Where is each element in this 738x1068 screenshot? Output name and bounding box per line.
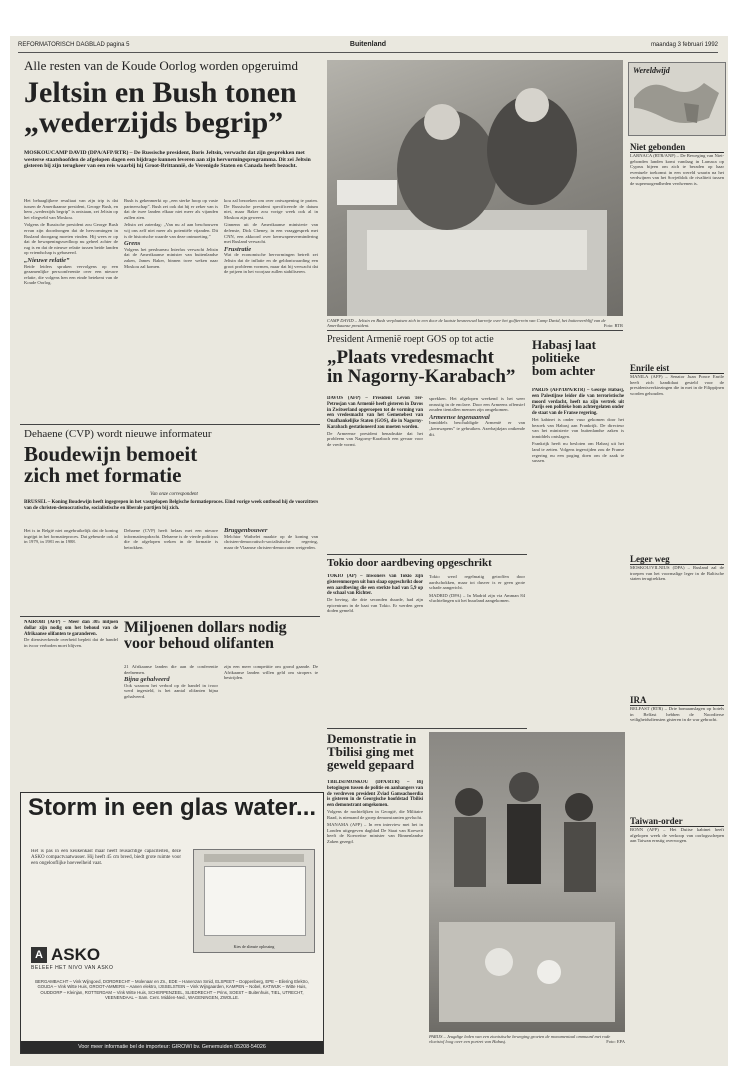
side-title-3: Leger weg [630,554,724,565]
jeltsin-lead: MOSKOU/CAMP DAVID (DPA/AFP/RTR) – De Russische president, Boris Jeltsin, verwacht dat zijn gesprekken met westerse staatshoofden de afgelopen dagen een bijdrage kunnen leveren aan zijn hervormingsprogramma. Dit zei Jeltsin gisteren bij zijn terugkeer van een reis waarbij hij Groot-Brittannië, de Verenigde Staten en Canada heeft bezocht. [24,150,311,170]
parijs-photo [429,732,625,1032]
dehaene-subhead: Bruggenbouwer [224,528,268,534]
side-body-1: LARNACA (RTR/ANP) – De Beweging van Niet-gebonden landen komt vandaag in Larnaca op Cyprus bijeen om zich te beraden op haar eventuele toekomst in een wereld waarin na het verdwijnen van het Sovjetblok de rivaliteit tussen de supermogendheden verdwenen is. [630,153,724,186]
armenie-headline [327,348,527,386]
armenie-lead: DAVOS (AFP) – President Levon Ter-Petrosjan van Armenië heeft gisteren in Davos in Zwitserland opgeroepen tot de vorming van een vredesmacht van het Gemenebest van Onafhankelijke Staten (GOS), die in Nagorny-Karabach gestationeerd zou moeten worden. [327,396,423,430]
camp-david-caption-text: CAMP DAVID – Jeltsin en Bush verplaatsen zich in een door de laatste besneeuwd karretje over het golfterrein van Camp David, het buitenverblijf van de Amerikaanse president. [327,318,606,329]
rule-armenie [327,330,623,331]
dehaene-headline-line2: zich met formatie [24,463,182,487]
side-title-5: Taiwan-order [630,816,724,827]
nairobi-column-2: 21 Afrikaanse landen die aan de conferentie deelnemen. Bijna gehalveerd Ook waarom het verbod op de handel in ivoor werd ingesteld, is het aantal olifanten bijna gehalveerd. [124,664,218,699]
ad-card-text: Kies de slimste oplossing [233,944,275,949]
news-sidebar [630,142,724,947]
jeltsin-subhead-2: Grens [124,240,141,248]
tbilisi-column: TBILISI/MOSKOU (DPA/RTR) – Bij betogingen tussen de politie en aanhangers van de verdreven president Zviad Gamsachoerdia is gisteren in de Georgische hoofdstad Tbilisi een demonstrant omgekomen. Volgens de nachtelijken in Georgië, die Militaire Raad, is niemand de groep demonstranten gevlucht. MANAMA (AFP) – In een interview met het in Londen uitgegeven dagblad De Staat van Koeweit heeft de Koeweitse minister van Binnenlandse Zaken gezegd. [327,780,423,844]
jeltsin-column-1: Het behaaglijkere resultaat van zijn trip is dat tussen de Amerikaanse president, George Bush, en hem „wederzijds begrip” is ontstaan, zei Jeltsin op het vliegveld van Moskou. Volgens de Russische president zou George Bush ervan zijn doordrongen dat de hervormingen in Rusland doorgang moeten vinden. Hij wees er op dat de bewapeningswedloop nu geheel achter de rug is en dat de nieuwe relatie tussen beide landen op vriendschap is gebaseerd. „Nieuwe relatie” Beide leiders spraken vervolgens op een gezamenlijke persconferentie over een nieuwe relatie, die volgens hen een einde betekent van de Koude Oorlog. [24,198,118,286]
dehaene-column-2: Dehaene (CVP) heeft helaas met een nieuwe informatieopdracht. Dehaene is de vierde politicus die de afgelopen weken in de formatie is betrokken. [124,528,218,550]
side-title-2: Enrile eist [630,363,724,374]
section-name: Buitenland [349,41,387,48]
parijs-caption-text: PARIJS – Jeugdige leden van een zionistische beweging groeten de monumentaal ommuurd met rode vloeistof loog over een portret van Habasj. [429,1034,611,1045]
tokio-lead: TOKIO (AP) – Inwoners van Tokio zijn gisterenmorgen uit hun slaap opgeschrikt door een aardbeving die een sterkte had van 5,9 op de schaal van Richter. [327,574,423,597]
jeltsin-column-2: Bush is gekenmerkt op „een sterke hoop op vaste partnerschap”. Bush zei ook dat hij er zeker van is dat de twee landen elkaar niet meer als vijanden zullen zien. Jeltsin zei zaterdag: „Van nu af aan beschouwen wij ons zelf niet meer als potentiële vijanden. Dit is de historische waarde van deze ontmoeting.” Grens Volgens het persbureau Interfax verwacht Jeltsin dat de Amerikaanse minister van buitenlandse zaken, James Baker, binnen twee weken naar Moskou zal komen. [124,198,218,269]
issue-date: maandag 3 februari 1992 [650,42,718,48]
armenie-subhead: Armeense tegenaanval [429,413,490,421]
rule-dehaene [20,424,320,425]
nairobi-subhead: Bijna gehalveerd [124,676,170,684]
tbilisi-line3: geweld gepaard [327,757,415,772]
crowd-illustration [429,732,625,1032]
asko-advertisement [20,792,324,1054]
nairobi-headline-line1: Miljoenen dollars nodig [124,619,287,636]
dehaene-column-3: Bruggenbouwer Melchior Wathelet maakte op de koning van christen-democratisch-socialistische regering, maar de Vlaamse christen-democraten weigerden. [224,528,318,550]
side-title-1: Niet gebonden [630,142,724,153]
camp-david-credit: Foto: RTR [603,323,623,329]
tokio-column-1: TOKIO (AP) – Inwoners van Tokio zijn gisterenmorgen uit hun slaap opgeschrikt door een aardbeving die een sterkte had van 5,9 op de schaal van Richter. De beving, die drie seconden duurde, had zijn epicentrum in de baai van Tokio. Er werden geen doden gemeld. [327,574,423,614]
tbilisi-lead: TBILISI/MOSKOU (DPA/RTR) – Bij betogingen tussen de politie en aanhangers van de verdreven president Zviad Gamsachoerdia is gisteren in de Georgische hoofdstad Tbilisi een demonstrant omgekomen. [327,780,423,809]
habasj-lead: PARIJS (AFP/DPA/RTR) – George Habasj, een Palestijnse leider die van terroristische moord verdacht, heeft na zijn vertrek uit Parijs een politieke bom achtergelaten onder de staat van de Franse regering. [532,388,624,417]
madrid-brief: MADRID (DPA) – In Madrid zijn via Amman 84 vluchtelingen uit het buurland aangekomen. [429,592,525,604]
asko-brand [31,945,181,971]
side-body-4: BELFAST (RTR) – Drie bomaanslagen op hotels in Belfast hebben de Noordierse veiligheidsdiensten gisteren in de war gebracht. [630,706,724,723]
jeltsin-column-3: kou zal bezoeken om over ontwapening te praten. De Russische president specificeerde de datum niet, maar Baker zou vorige week ook al in Moskou zijn geweest. Ginnenn uit de Amerikaanse ministerie van defensie, Dick Cheney, in een vraaggesprek met CNN, een akkoord over kernwapenvermindering met Rusland verwacht. Frustratie Wat de economische hervormingen betreft zei Jeltsin dat de inflatie en de geldontwaarding een groot probleem vormen, maar dat hij verwacht dat de prijzen in het voorjaar zullen stabiliseren. [224,198,318,275]
asko-logo-text: ASKO [51,945,101,964]
habasj-line2: politieke [532,350,580,365]
rule-nairobi [20,616,320,617]
jeltsin-subhead-3: Frustratie [224,245,252,253]
side-title-4: IRA [630,695,724,706]
tbilisi-headline [327,732,437,771]
dishwasher-panel [204,854,304,862]
manama-brief: MANAMA (AFP) – In een interview met het in Londen uitgegeven dagblad De Staat van Koeweit heeft de Koeweitse minister van Binnenlandse Zaken gezegd. [327,822,423,844]
nairobi-headline [124,620,324,652]
parijs-caption [429,1034,625,1045]
jeltsin-subhead-1: „Nieuwe relatie” [24,256,70,264]
armenie-column-1: DAVOS (AFP) – President Levon Ter-Petrosjan van Armenië heeft gisteren in Davos in Zwitserland opgeroepen tot de vorming van een vredesmacht van het Gemenebest van Onafhankelijke Staten (GOS), die in Nagorny-Karabach gestationeerd zou moeten worden. De Armeense president benadrukte dat het probleem van Nagorny-Karabach een gevaar voor de vrede vormt. [327,396,423,447]
nairobi-column-3: zijn een meer competitie om grond gaande. De Afrikaanse landen willen geld om stropers te bestrijden. [224,664,318,681]
asko-tagline: BELEEF HET NIVO VAN ASKO [31,965,114,971]
world-map-box [628,62,726,136]
armenie-headline-line2: in Nagorny-Karabach” [327,366,516,387]
paper-name: REFORMATORISCH DAGBLAD pagina 5 [18,42,130,48]
habasj-column: PARIJS (AFP/DPA/RTR) – George Habasj, een Palestijnse leider die van terroristische moord verdacht, heeft na zijn vertrek uit Parijs een politieke bom achtergelaten onder de staat van de Franse regering. Het kabinet is onder vuur gekomen door het bezoek van Habasj aan Frankrijk. De directeur van het ministerie van buitenlandse zaken is inmiddels ontslagen. Frankrijk heeft nu besloten om Habasj uit het land te zetten. Volgens ingewijden zou de Franse regering nu een poging doen om de zaak te sussen. [532,388,624,464]
dehaene-headline-line1: Boudewijn bemoeit [24,442,198,466]
jeltsin-headline [24,78,324,138]
jeltsin-headline-line1: Jeltsin en Bush tonen [24,76,297,109]
rule-tokio [327,554,527,555]
parijs-credit: Foto: EPA [606,1039,625,1045]
jeltsin-headline-line2: „wederzijds begrip” [24,106,284,139]
tbilisi-line2: Tbilisi ging met [327,744,414,759]
rule-tbilisi [327,728,527,729]
tbilisi-line1: Demonstratie in [327,731,417,746]
jeltsin-kicker: Alle resten van de Koude Oorlog worden opgeruimd [24,58,299,73]
ad-body: Het is pas in een keukenkast maar heeft reusachtige capaciteiten, deze ASKO compactvaatwasser. Hij heeft 45 cm breed, biedt grote ruimte voor een ongelooflijke hoeveelheid vaat. [31,849,181,867]
camp-david-photo [327,60,623,316]
asko-logo-icon: A [31,947,47,963]
wereldwijd-title: Wereldwijd [633,66,670,75]
nairobi-headline-line2: voor behoud olifanten [124,635,274,652]
side-body-5: BONN (AFP) – Het Duitse kabinet heeft afgelopen week de verkoop van oorlogsschepen aan Taiwan ernstig overwogen. [630,827,724,844]
dishwasher-front [204,866,306,936]
nairobi-lead: NAIROBI (AFP) – Meer dan 305 miljoen dollar zijn nodig om het behoud van de Afrikaanse olifanten te garanderen. [24,620,118,637]
dehaene-column-1: Het is in België niet ongebruikelijk dat de koning ingrijpt in het formatieproces. Dat gebeurde ook al in 1979, in 1981 en in 1988. [24,528,118,545]
armenie-kicker: President Armenië roept GOS op tot actie [327,334,494,345]
camp-david-caption [327,318,623,329]
dehaene-lead: BRUSSEL – Koning Boudewijn heeft ingegrepen in het vastgelopen Belgische formatieproces. Eind vorige week ontbood hij de voorzitters van de christen-democratische, socialistische en liberale partijen bij zich. [24,500,319,511]
nairobi-column-1: NAIROBI (AFP) – Meer dan 305 miljoen dollar zijn nodig om het behoud van de Afrikaanse olifanten te garanderen. De dienstverkende overheid bepleit dat de handel in ivoor verboden moet blijven. [24,620,118,648]
tokio-column-2: Tokio werd regelmatig getroffen door aardschokken, maar tot dusver is er geen grote schade aangericht. MADRID (DPA) – In Madrid zijn via Amman 84 vluchtelingen uit het buurland aangekomen. [429,574,525,604]
side-body-2: MANILA (AFP) – Senator Juan Ponce Enrile heeft zich kandidaat gesteld voor de presidentsverkiezingen die in mei in de Filippijnen worden gehouden. [630,374,724,396]
dehaene-byline: Van onze correspondent [150,492,198,497]
habasj-headline [532,338,624,377]
ad-dealers: BERGAMBACHT – Vink Wijngoed, DORDRECHT – Molenaar en Zn., EDE – Hanenzan Smid, ELSPEET – Doppenberg, EPE – Eilering Elektro, GOUDA – Vink Witte Huis, GROOT-AMMERS – Aanen elektro, IJSSELSTEIN – Vink Wijngaarden, KAMPEN – Nobel, KATWIJK – Witte Huis, OUDDORP – Kleinjan, ROTTERDAM – Vink Witte Huis, SCHERPENZEEL, SLIEDRECHT – Prins, SOEST – Buitenhuis, TIEL, UTRECHT, VEENENDAAL – Sam. Cent. Midden-Ned., WAGENINGEN, ZWOLLE. [35,979,309,1001]
side-body-3: MOSKOU/VILNIUS (DPA) – Rusland zal de troepen van het voormalige leger in de Baltische staten terugtrekken. [630,565,724,582]
habasj-line3: bom achter [532,363,596,378]
dehaene-kicker: Dehaene (CVP) wordt nieuwe informateur [24,428,212,440]
page-header [18,40,718,53]
armenie-column-2: sprekken. Het afgelopen weekend is het weer onrustig in de enclave. Door een Armeens offensief zouden tientallen mensen zijn omgekomen. Armeense tegenaanval Inmiddels beschuldigde Armenië er van „kernwapens” te gebruiken. Azerbajdzjan ontkende dit. [429,396,525,437]
tokio-headline: Tokio door aardbeving opgeschrikt [327,557,492,569]
golf-cart-illustration [327,60,623,316]
habasj-line1: Habasj laat [532,337,596,352]
dishwasher-image [193,849,315,953]
ad-footer: Voor meer informatie bel de importeur: GIROWI bv. Genemuiden 05208-54026 [21,1041,323,1053]
armenie-headline-line1: „Plaats vredesmacht [327,347,494,368]
ad-headline: Storm in een glas water... [27,794,317,821]
dehaene-headline [24,444,324,486]
